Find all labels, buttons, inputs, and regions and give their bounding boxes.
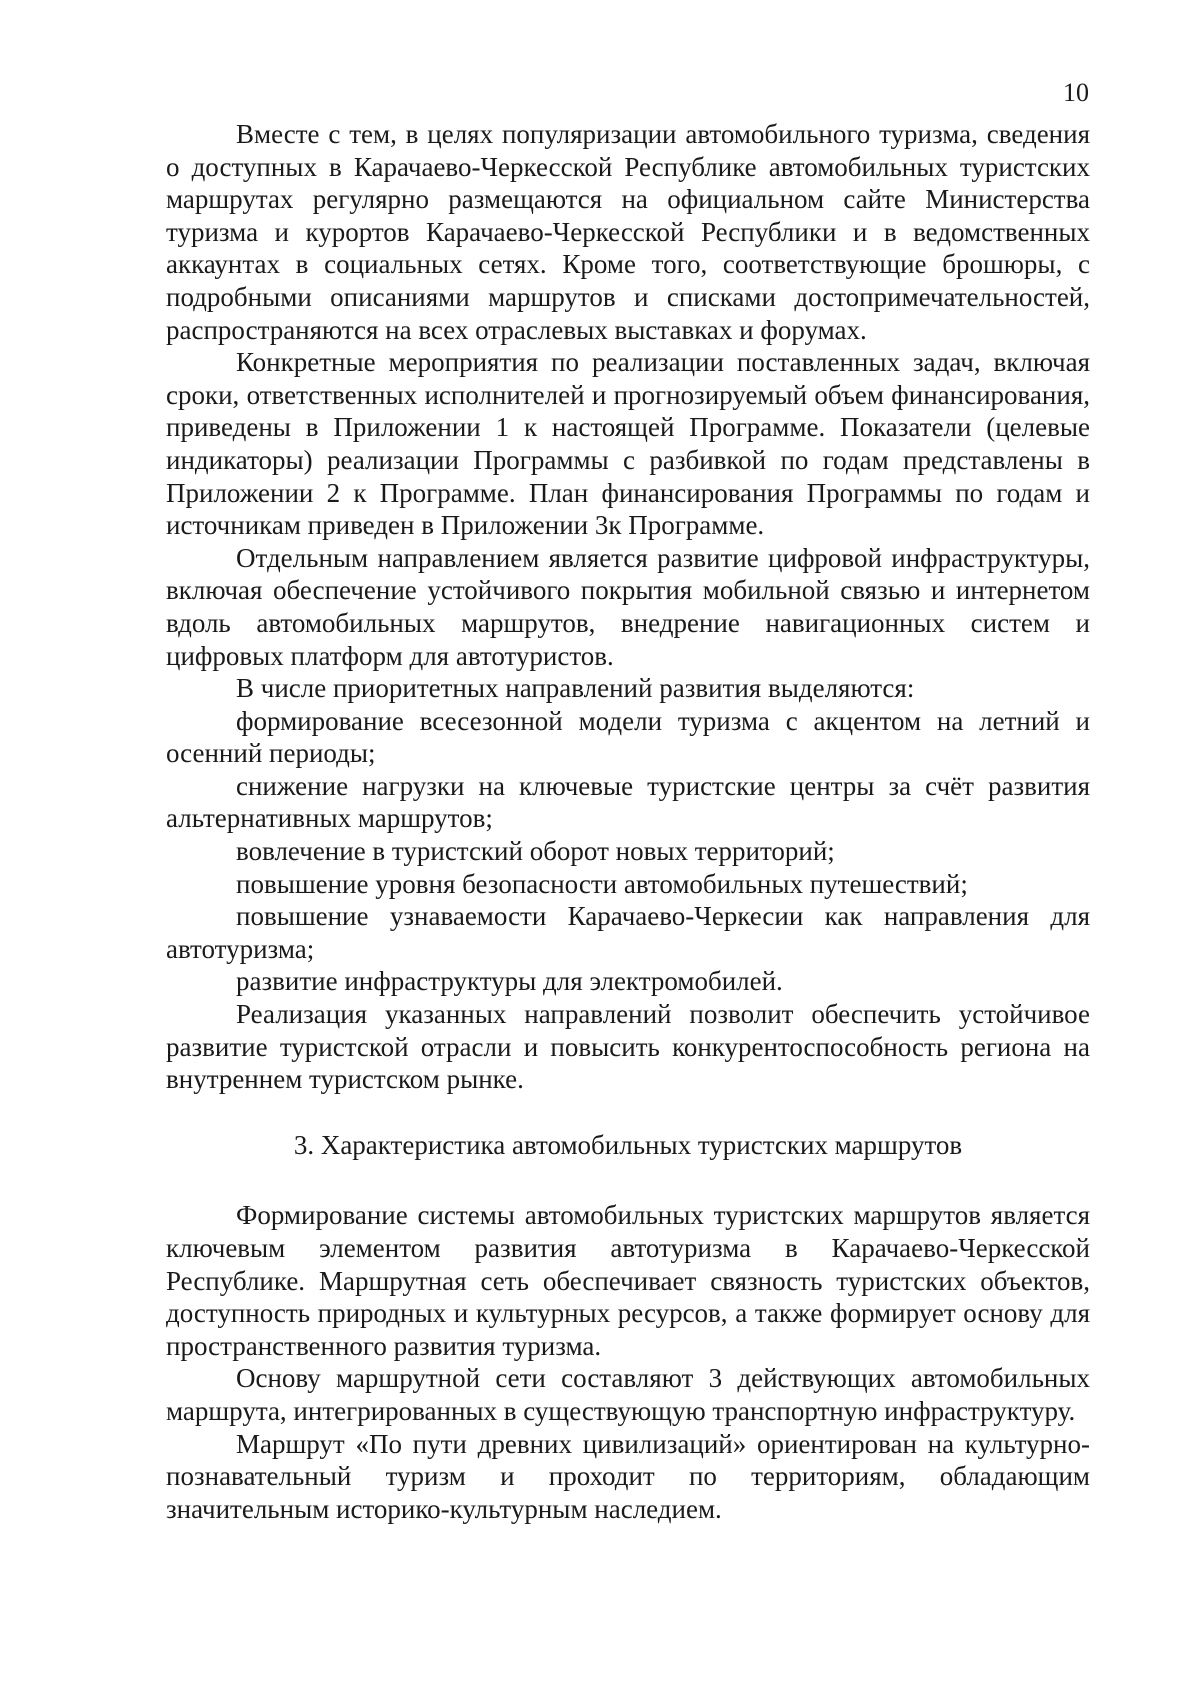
list-item: снижение нагрузки на ключевые туристские центры за счёт развития альтернативных маршрутов;	[166, 770, 1090, 834]
document-body	[166, 118, 1090, 1525]
paragraph: Реализация указанных направлений позволит обеспечить устойчивое развитие туристской отрасли и повысить конкурентоспособность региона на внутреннем туристском рынке.	[166, 999, 1090, 1095]
paragraph: Отдельным направлением является развитие цифровой инфраструктуры, включая обеспечение устойчивого покрытия мобильной связью и интернетом вдоль автомобильных маршрутов, внедрение навигационных систем и цифровых платформ для автотуристов.	[166, 542, 1090, 671]
list-item: формирование всесезонной модели туризма с акцентом на летний и осенний периоды;	[166, 705, 1090, 769]
paragraph: Формирование системы автомобильных туристских маршрутов является ключевым элементом развития автотуризма в Карачаево-Черкесской Республике. Маршрутная сеть обеспечивает связность туристских объектов, доступность природных и культурных ресурсов, а также формирует основу для пространственного развития туризма.	[166, 1200, 1090, 1361]
list-item: вовлечение в туристский оборот новых территорий;	[236, 836, 835, 867]
page-number: 10	[1063, 78, 1089, 107]
list-item: развитие инфраструктуры для электромобилей.	[236, 966, 783, 997]
paragraph: Конкретные мероприятия по реализации поставленных задач, включая сроки, ответственных исполнителей и прогнозируемый объем финансирования, приведены в Приложении 1 к настоящей Программе. Показатели (целевые индикаторы) реализации Программы с разбивкой по годам представлены в Приложении 2 к Программе. План финансирования Программы по годам и источникам приведен в Приложении 3к Программе.	[166, 347, 1090, 541]
paragraph: Основу маршрутной сети составляют 3 действующих автомобильных маршрута, интегрированных в существующую транспортную инфраструктуру.	[166, 1363, 1090, 1426]
list-item: повышение узнаваемости Карачаево-Черкесии как направления для автотуризма;	[166, 901, 1090, 964]
section-heading: 3. Характеристика автомобильных туристских маршрутов	[293, 1129, 963, 1160]
paragraph: В числе приоритетных направлений развития выделяются:	[236, 673, 915, 704]
paragraph: Маршрут «По пути древних цивилизаций» ориентирован на культурно-познавательный туризм и проходит по территориям, обладающим значительным историко-культурным наследием.	[166, 1428, 1090, 1524]
list-item: повышение уровня безопасности автомобильных путешествий;	[236, 868, 968, 899]
paragraph: Вместе с тем, в целях популяризации автомобильного туризма, сведения о доступных в Карачаево-Черкесской Республике автомобильных туристских маршрутах регулярно размещаются на официальном сайте Министерства туризма и курортов Карачаево-Черкесской Республики и в ведомственных аккаунтах в социальных сетях. Кроме того, соответствующие брошюры, с подробными описаниями маршрутов и списками достопримечательностей, распространяются на всех отраслевых выставках и форумах.	[166, 119, 1090, 345]
